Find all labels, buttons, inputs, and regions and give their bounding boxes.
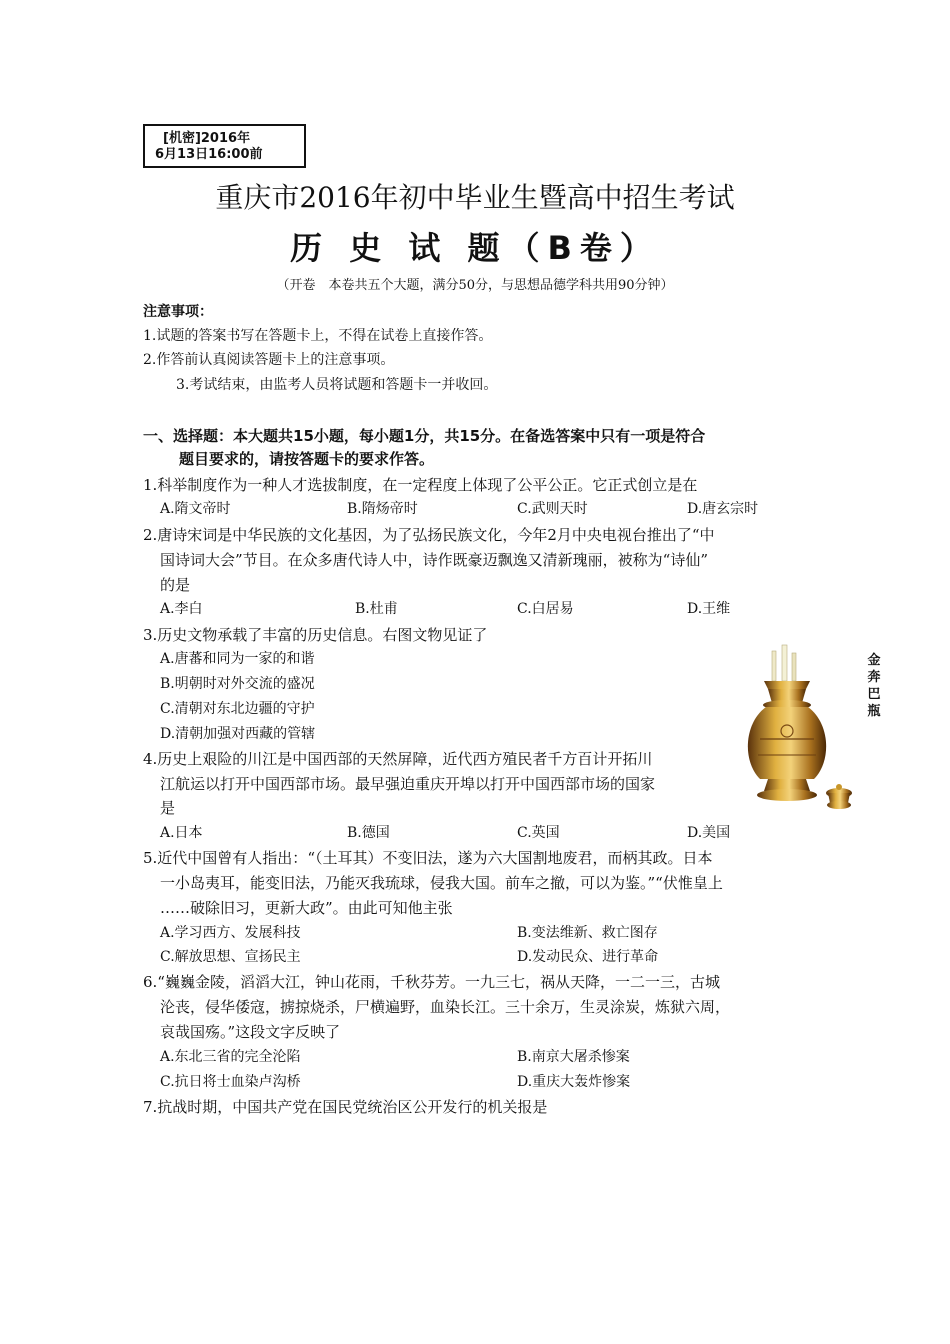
question-2-stem-line-2: 国诗词大会”节目。在众多唐代诗人中，诗作既豪迈飘逸又清新瑰丽，被称为“诗仙” <box>160 551 709 569</box>
exam-title: 重庆市2016年初中毕业生暨高中招生考试 <box>215 181 735 214</box>
q2-option-a: A.李白 <box>160 601 203 617</box>
q2-option-c: C.白居易 <box>517 601 574 617</box>
q5-option-d: D.发动民众、进行革命 <box>517 949 659 965</box>
confidential-line-2: 6月13日16:00前 <box>155 147 263 162</box>
question-5-stem-line-2: 一小岛夷耳，能变旧法，乃能灭我琉球，侵我大国。前车之撤，可以为鉴。”“伏惟皇上 <box>160 874 723 892</box>
notice-item-2: 2.作答前认真阅读答题卡上的注意事项。 <box>143 352 395 368</box>
q4-option-d: D.美国 <box>687 825 731 841</box>
q2-option-b: B.杜甫 <box>355 601 398 617</box>
question-6-stem-line-2: 沦丧，侵华倭寇，掳掠烧杀，尸横遍野，血染长江。三十余万，生灵涂炭，炼狱六周， <box>160 998 731 1016</box>
notice-item-3: 3.考试结束，由监考人员将试题和答题卡一并收回。 <box>176 377 498 393</box>
q3-option-b: B.明朝时对外交流的盛况 <box>160 676 315 692</box>
section-1-title: 一、选择题：本大题共15小题，每小题1分，共15分。在备选答案中只有一项是符合 <box>143 427 706 445</box>
q5-option-b: B.变法维新、救亡图存 <box>517 925 658 941</box>
question-5-stem-line-1: 5.近代中国曾有人指出：“（土耳其）不变旧法，遂为六大国割地废君，而柄其政。日本 <box>143 849 713 867</box>
q5-option-c: C.解放思想、宣扬民主 <box>160 949 301 965</box>
subject-title: 历 史 试 题（B卷） <box>290 229 660 267</box>
q3-option-d: D.清朝加强对西藏的管辖 <box>160 726 316 742</box>
notice-item-1: 1.试题的答案书写在答题卡上，不得在试卷上直接作答。 <box>143 328 493 344</box>
q4-option-a: A.日本 <box>160 825 203 841</box>
question-4-stem-line-1: 4.历史上艰险的川江是中国西部的天然屏障，近代西方殖民者千方百计开拓川 <box>143 750 653 768</box>
q1-option-b: B.隋炀帝时 <box>347 501 418 517</box>
question-3-stem: 3.历史文物承载了丰富的历史信息。右图文物见证了 <box>143 626 488 644</box>
q1-option-a: A.隋文帝时 <box>160 501 231 517</box>
question-4-stem-line-3: 是 <box>160 799 176 817</box>
q4-option-b: B.德国 <box>347 825 390 841</box>
q3-option-c: C.清朝对东北边疆的守护 <box>160 701 315 717</box>
q1-option-d: D.唐玄宗时 <box>687 501 759 517</box>
q6-option-a: A.东北三省的完全沦陷 <box>160 1049 301 1065</box>
q4-option-c: C.英国 <box>517 825 560 841</box>
exam-info-line: （开卷 本卷共五个大题，满分50分，与思想品德学科共用90分钟） <box>276 278 674 293</box>
q6-option-b: B.南京大屠杀惨案 <box>517 1049 630 1065</box>
section-1-title-cont: 题目要求的，请按答题卡的要求作答。 <box>179 450 435 468</box>
question-5-stem-line-3: ……破除旧习，更新大政”。由此可知他主张 <box>160 899 453 917</box>
q6-option-c: C.抗日将士血染卢沟桥 <box>160 1074 301 1090</box>
question-6-stem-line-3: 哀哉国殇。”这段文字反映了 <box>160 1023 341 1041</box>
golden-urn-svg <box>738 643 860 815</box>
confidential-stamp-box <box>143 124 306 168</box>
question-2-stem-line-1: 2.唐诗宋词是中华民族的文化基因，为了弘扬民族文化，今年2月中央电视台推出了“中 <box>143 526 715 544</box>
q5-option-a: A.学习西方、发展科技 <box>160 925 301 941</box>
q2-option-d: D.王维 <box>687 601 731 617</box>
question-2-stem-line-3: 的是 <box>160 576 191 594</box>
question-7-stem: 7.抗战时期，中国共产党在国民党统治区公开发行的机关报是 <box>143 1098 548 1116</box>
golden-urn-image <box>738 643 860 815</box>
q3-option-a: A.唐蕃和同为一家的和谐 <box>160 651 315 667</box>
q6-option-d: D.重庆大轰炸惨案 <box>517 1074 631 1090</box>
question-4-stem-line-2: 江航运以打开中国西部市场。最早强迫重庆开埠以打开中国西部市场的国家 <box>160 775 656 793</box>
figure-caption: 金奔巴瓶 <box>867 653 881 719</box>
notice-heading: 注意事项： <box>143 304 213 320</box>
question-6-stem-line-1: 6.“巍巍金陵，滔滔大江，钟山花雨，千秋芬芳。一九三七，祸从天降，一二一三，古城 <box>143 973 720 991</box>
question-1-stem: 1.科举制度作为一种人才选拔制度，在一定程度上体现了公平公正。它正式创立是在 <box>143 476 698 494</box>
confidential-line-1: [机密]2016年 <box>163 131 251 146</box>
q1-option-c: C.武则天时 <box>517 501 588 517</box>
